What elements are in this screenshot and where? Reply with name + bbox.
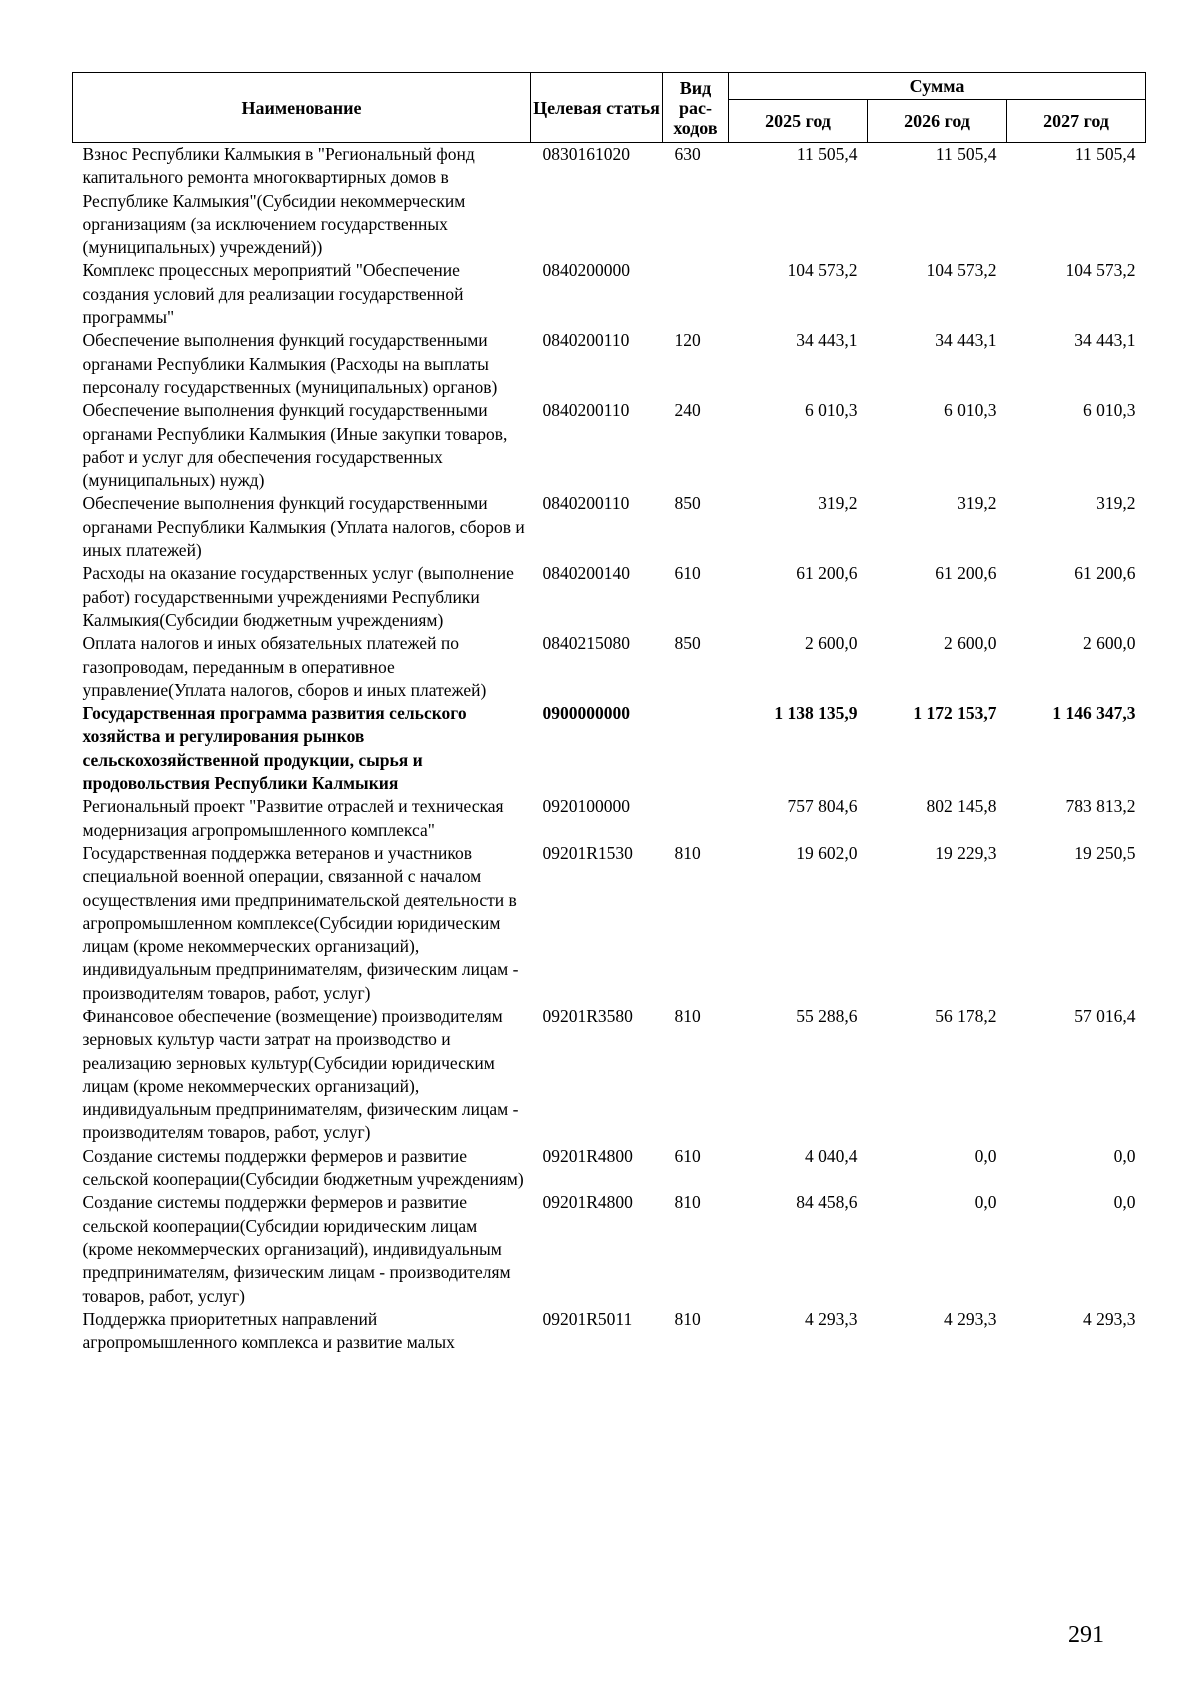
header-year-2026: 2026 год (868, 100, 1007, 143)
row-sum-2027: 4 293,3 (1083, 1308, 1136, 1329)
row-name: Взнос Республики Калмыкия в "Региональный фонд капитального ремонта многоквартирных домов в Республике Калмыкия"(Субсидии некоммерческим организациям (за исключением государственных (муниципальных) учреждений)) (82, 144, 475, 258)
row-sum-2025: 104 573,2 (787, 260, 858, 281)
row-sum-2027: 57 016,4 (1074, 1005, 1136, 1026)
table-row (73, 329, 1146, 399)
table-body (73, 143, 1146, 1355)
row-sum-2027: 19 250,5 (1074, 842, 1136, 863)
row-sum-2027: 783 813,2 (1065, 796, 1136, 817)
row-expense-type: 630 (674, 144, 701, 164)
row-sum-2026: 6 010,3 (944, 400, 997, 421)
row-sum-2026: 2 600,0 (944, 633, 997, 654)
row-sum-2025: 2 600,0 (805, 633, 858, 654)
row-target-code: 0840200000 (542, 260, 630, 281)
row-sum-2027: 0,0 (1113, 1192, 1136, 1213)
row-name: Расходы на оказание государственных услуг (выполнение работ) государственными учреждениями Республики Калмыкия(Субсидии бюджетным учреждениям) (82, 563, 514, 630)
row-sum-2026: 104 573,2 (926, 260, 997, 281)
row-sum-2027: 34 443,1 (1074, 330, 1136, 351)
row-name: Создание системы поддержки фермеров и развитие сельской кооперации(Субсидии юридическим лицам (кроме некоммерческих организаций), индивидуальным предпринимателям, физическим лицам - производителям товаров, работ, услуг) (82, 1192, 511, 1306)
row-sum-2025: 19 602,0 (796, 842, 858, 863)
row-sum-2025: 84 458,6 (796, 1192, 858, 1213)
row-name: Создание системы поддержки фермеров и развитие сельской кооперации(Субсидии бюджетным учреждениям) (82, 1145, 524, 1190)
row-sum-2025: 1 138 135,9 (774, 703, 858, 724)
row-sum-2026: 34 443,1 (935, 330, 997, 351)
table-row (73, 842, 1146, 1005)
row-sum-2025: 4 040,4 (805, 1145, 858, 1166)
row-sum-2027: 11 505,4 (1074, 144, 1136, 164)
row-sum-2025: 55 288,6 (796, 1005, 858, 1026)
row-name: Комплекс процессных мероприятий "Обеспечение создания условий для реализации государственной программы" (82, 260, 464, 328)
row-target-code: 09201R4800 (542, 1192, 633, 1213)
row-target-code: 09201R1530 (542, 842, 633, 863)
row-name: Финансовое обеспечение (возмещение) производителям зерновых культур части затрат на производство и реализацию зерновых культур(Субсидии юридическим лицам (кроме некоммерческих организаций), индивидуальным предпринимателям, физическим лицам - производителям товаров, работ, услуг) (82, 1005, 519, 1143)
row-expense-type: 810 (674, 1005, 701, 1026)
row-sum-2025: 61 200,6 (796, 563, 858, 584)
row-sum-2026: 1 172 153,7 (913, 703, 997, 724)
row-expense-type: 810 (674, 1192, 701, 1213)
row-target-code: 0840215080 (542, 633, 630, 654)
row-expense-type (663, 259, 729, 329)
table-row (73, 259, 1146, 329)
row-target-code: 09201R5011 (542, 1308, 633, 1329)
row-name: Обеспечение выполнения функций государственными органами Республики Калмыкия (Иные закупки товаров, работ и услуг для обеспечения государственных (муниципальных) нужд) (82, 400, 508, 491)
row-expense-type: 810 (674, 842, 701, 863)
row-name: Поддержка приоритетных направлений агропромышленного комплекса и развитие малых (82, 1308, 455, 1353)
budget-table (72, 72, 1146, 1354)
row-expense-type: 610 (674, 1145, 701, 1166)
table-row (73, 492, 1146, 562)
row-sum-2027: 319,2 (1096, 493, 1136, 514)
header-sum: Сумма (729, 73, 1146, 100)
table-row (73, 1308, 1146, 1355)
row-target-code: 0840200110 (542, 400, 630, 421)
header-vid: Вид рас-ходов (663, 73, 729, 143)
row-sum-2026: 56 178,2 (935, 1005, 997, 1026)
row-target-code: 0840200110 (542, 493, 630, 514)
row-expense-type: 850 (674, 633, 701, 654)
row-sum-2025: 4 293,3 (805, 1308, 858, 1329)
row-sum-2026: 0,0 (974, 1145, 997, 1166)
row-sum-2026: 11 505,4 (935, 144, 997, 164)
row-sum-2027: 104 573,2 (1065, 260, 1136, 281)
row-sum-2026: 319,2 (957, 493, 997, 514)
row-name: Обеспечение выполнения функций государственными органами Республики Калмыкия (Расходы на выплаты персоналу государственных (муниципальных) органов) (82, 330, 498, 397)
row-target-code: 0900000000 (542, 703, 630, 724)
row-sum-2027: 61 200,6 (1074, 563, 1136, 584)
header-name: Наименование (73, 73, 531, 143)
row-sum-2027: 6 010,3 (1083, 400, 1136, 421)
row-sum-2025: 319,2 (818, 493, 858, 514)
row-sum-2026: 0,0 (974, 1192, 997, 1213)
row-name: Обеспечение выполнения функций государственными органами Республики Калмыкия (Уплата налогов, сборов и иных платежей) (82, 493, 525, 561)
row-expense-type (663, 702, 729, 795)
table-row (73, 1005, 1146, 1145)
row-sum-2027: 1 146 347,3 (1052, 703, 1136, 724)
table-row (73, 1191, 1146, 1307)
row-target-code: 09201R4800 (542, 1145, 633, 1166)
page-number: 291 (1068, 1622, 1104, 1648)
row-name: Оплата налогов и иных обязательных платежей по газопроводам, переданным в оперативное управление(Уплата налогов, сборов и иных платежей) (82, 633, 487, 700)
row-expense-type: 120 (674, 330, 701, 351)
table-row (73, 399, 1146, 492)
row-sum-2025: 11 505,4 (796, 144, 858, 164)
header-year-2027: 2027 год (1007, 100, 1146, 143)
table-row (73, 143, 1146, 260)
row-target-code: 09201R3580 (542, 1005, 633, 1026)
header-year-2025: 2025 год (729, 100, 868, 143)
row-sum-2027: 0,0 (1113, 1145, 1136, 1166)
row-expense-type: 810 (674, 1308, 701, 1329)
row-target-code: 0840200140 (542, 563, 630, 584)
row-sum-2026: 4 293,3 (944, 1308, 997, 1329)
row-sum-2027: 2 600,0 (1083, 633, 1136, 654)
row-name: Государственная поддержка ветеранов и участников специальной военной операции, связанной с началом осуществления ими предпринимательской деятельности в агропромышленном комплексе(Субсидии юридическим лицам (кроме некоммерческих организаций), индивидуальным предпринимателям, физическим лицам - производителям товаров, работ, услуг) (82, 842, 519, 1003)
row-expense-type: 850 (674, 493, 701, 514)
row-sum-2026: 19 229,3 (935, 842, 997, 863)
row-sum-2025: 757 804,6 (787, 796, 858, 817)
row-sum-2025: 6 010,3 (805, 400, 858, 421)
header-target: Целевая статья (531, 73, 663, 143)
row-target-code: 0920100000 (542, 796, 630, 817)
row-expense-type: 610 (674, 563, 701, 584)
row-expense-type (663, 795, 729, 842)
row-target-code: 0830161020 (542, 144, 630, 164)
table-row (73, 795, 1146, 842)
table-row (73, 562, 1146, 632)
table-header (73, 73, 1146, 143)
row-sum-2025: 34 443,1 (796, 330, 858, 351)
table-row (73, 702, 1146, 795)
row-expense-type: 240 (674, 400, 701, 421)
row-sum-2026: 61 200,6 (935, 563, 997, 584)
budget-table-page (72, 72, 1152, 1354)
row-sum-2026: 802 145,8 (926, 796, 997, 817)
row-name: Государственная программа развития сельского хозяйства и регулирования рынков сельскохозяйственной продукции, сырья и продовольствия Республики Калмыкия (82, 703, 467, 794)
row-name: Региональный проект "Развитие отраслей и техническая модернизация агропромышленного комплекса" (82, 796, 504, 840)
row-target-code: 0840200110 (542, 330, 630, 351)
table-row (73, 632, 1146, 702)
table-row (73, 1145, 1146, 1192)
